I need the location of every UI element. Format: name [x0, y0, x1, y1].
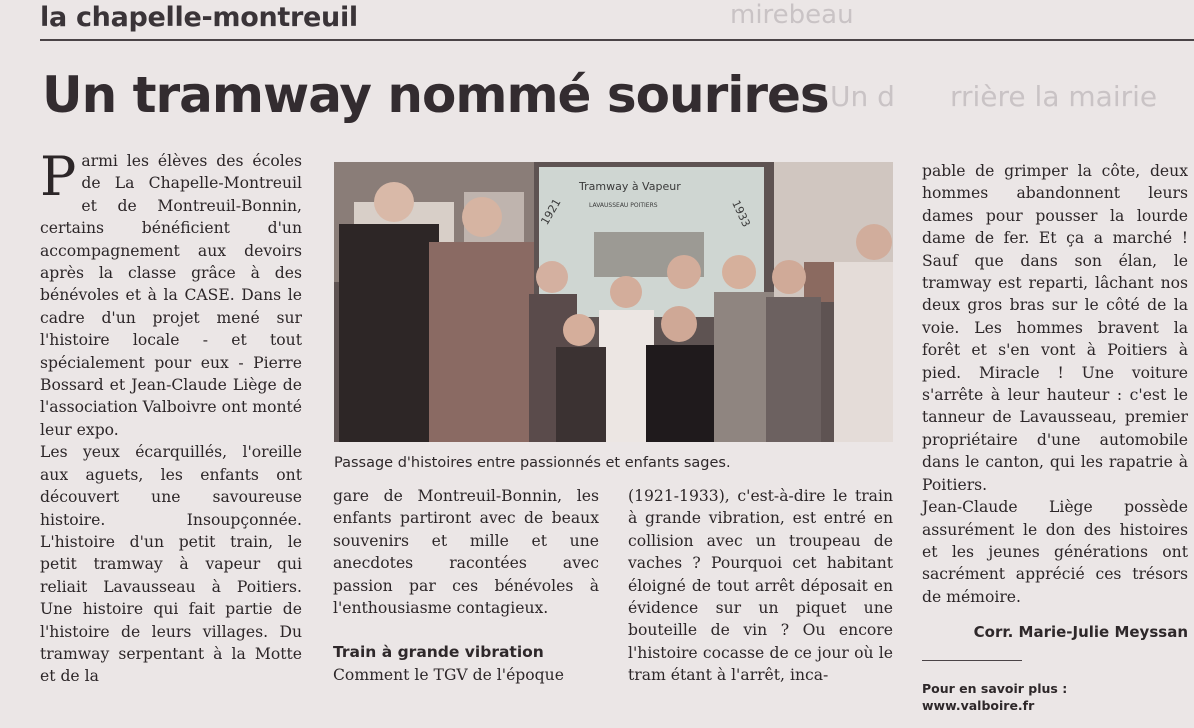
paragraph-6: pable de grimper la côte, deux hommes abandonnent leurs dames pour pousser la lourde dame de fer. Et ça a marché ! Sauf que dans son élan, le tramway est reparti, lâchant nos deux gros bras sur le côté de la voie. Les hommes bravent la forêt et s'en vont à Poitiers à pied. Miracle ! Une voiture s'arrête à leur hauteur : c'est le tanneur de Lavausseau, premier propriétaire d'une automobile dans le canton, qui les rapatrie à Poitiers. [922, 162, 1188, 494]
poster-subtitle: LAVAUSSEAU POITIERS [589, 202, 658, 209]
photo-illustration [334, 162, 893, 442]
section-rule [40, 39, 1194, 41]
column-2 [333, 485, 599, 686]
info-rule [922, 660, 1022, 661]
column-3 [628, 485, 893, 687]
poster-title: Tramway à Vapeur [579, 180, 681, 193]
paragraph-4: Comment le TGV de l'époque [333, 665, 564, 684]
dropcap: P [40, 145, 77, 208]
poster-year-right: 1933 [729, 198, 753, 230]
bleed-headline-mid: Un d [830, 80, 895, 113]
more-info [922, 680, 1067, 714]
paragraph-2: Les yeux écarquillés, l'oreille aux aguets, les enfants ont découvert une savoureuse histoire. Insoupçonnée. L'histoire d'un petit train, le petit tramway à vapeur qui reliait Lavausseau à Poitiers. Une histoire qui fait partie de l'histoire de leurs villages. Du tramway serpentant à la Motte et de la [40, 443, 302, 686]
paragraph-3: gare de Montreuil-Bonnin, les enfants partiront avec de beaux souvenirs et mille et une anecdotes racontées avec passion par ces bénévoles à l'enthousiasme contagieux. [333, 487, 599, 618]
paragraph-7: Jean-Claude Liège possède assurément le don des histoires et les jeunes générations ont sacrément apprécié ces trésors de mémoire. [922, 498, 1188, 606]
more-info-label: Pour en savoir plus : [922, 681, 1068, 696]
article-photo [334, 162, 893, 442]
paragraph-5: (1921-1933), c'est-à-dire le train à grande vibration, est entré en collision avec un troupeau de vaches ? Pourquoi cet habitant éloigné de tout arrêt déposait en évidence sur un piquet une bouteille de vin ? Ou encore l'histoire cocasse de ce jour où le tram étant à l'arrêt, inca- [628, 487, 893, 685]
subhead: Train à grande vibration [333, 643, 544, 662]
column-1 [40, 145, 302, 688]
poster-year-left: 1921 [538, 196, 564, 228]
headline: Un tramway nommé sourires [42, 66, 829, 124]
bleed-top-right: mirebeau [730, 0, 854, 30]
section-title: la chapelle-montreuil [40, 2, 358, 33]
author-credit: Corr. Marie-Julie Meyssan [973, 623, 1188, 641]
more-info-url: www.valboire.fr [922, 698, 1035, 713]
column-4 [922, 160, 1188, 608]
bleed-headline-right: rrière la mairie [950, 80, 1158, 113]
photo-caption: Passage d'histoires entre passionnés et enfants sages. [334, 455, 731, 471]
paragraph-intro: Parmi les élèves des écoles de La Chapelle-Montreuil et de Montreuil-Bonnin, certains bénéficient d'un accompagnement aux devoirs après la classe grâce à des bénévoles et à la CASE. Dans le cadre d'un projet mené sur l'histoire locale - et tout spécialement pour eux - Pierre Bossard et Jean-Claude Liège de l'association Valboivre ont monté leur expo. [40, 145, 302, 439]
